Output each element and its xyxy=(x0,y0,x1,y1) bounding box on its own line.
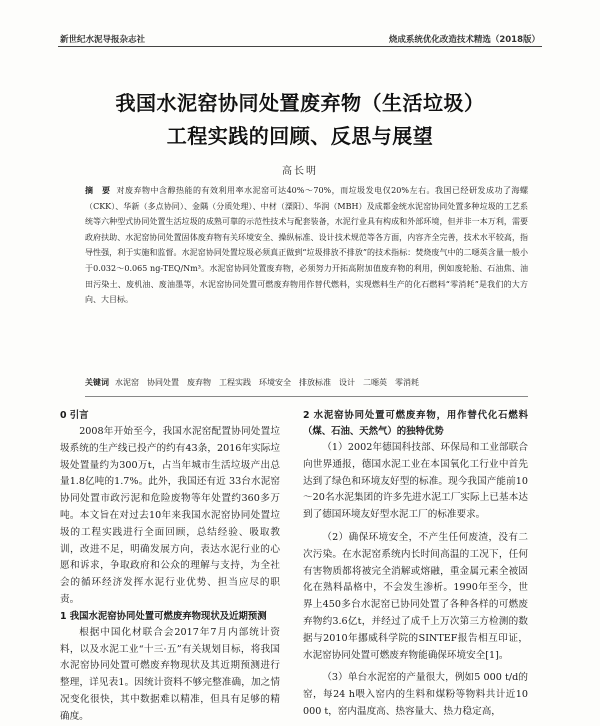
paragraph-intro: 2008年开始至今，我国水泥窑配置协同处置垃圾系统的生产线已投产的约有43条，2016年实际垃圾处置量约为300万t，占当年城市生活垃圾产出总量1.8亿吨的1.7%。此外，我国还有近 33台水泥窑协同处置市政污泥和危险废物等年处置约360多万吨。本文旨在对过去10年来我国水泥窑协同处置垃圾的工程实践进行全面回顾，总结经验、吸取教训，改进不足，明确发展方向，表达水泥行业的心愿和诉求，争取政府和公众的理解与支持，为全社会的循环经济发挥水泥行业优势、担当应尽的职责。 xyxy=(60,426,280,605)
header-right: 烧成系统优化改造技术精选（2018版） xyxy=(388,35,540,45)
header-left: 新世纪水泥导报杂志社 xyxy=(60,35,146,45)
abstract-rule xyxy=(85,396,528,397)
title-line-2: 工程实践的回顾、反思与展望 xyxy=(166,124,434,148)
section-heading-2: 2 水泥窑协同处置可燃废弃物，用作替代化石燃料（煤、石油、天然气）的独特优势 xyxy=(303,410,528,437)
title-line-1: 我国水泥窑协同处置废弃物（生活垃圾） xyxy=(115,91,485,115)
right-column xyxy=(303,408,528,721)
section-heading-intro: 0 引言 xyxy=(60,410,89,421)
section-heading-1: 1 我国水泥窑协同处置可燃废弃物现状及近期预测 xyxy=(60,610,267,622)
paragraph-2-3: （3）单台水泥窑的产量很大，例如5 000 t/d的窑，每24 h喂入窑内的生料和煤粉等物料共计近10 000 t，窑内温度高、热容量大、热力稳定高， xyxy=(303,672,528,717)
paragraph-1: 根据中国化材联合会2017年7月内部统计资料，以及水泥工业“十三·五”有关规划目标，将我国水泥窑协同处置可燃废弃物现状及其近期预测进行整理，详见表1。因统计资料不够完整准确，加之情况变化很快，其中数据难以精准，但具有足够的精确度。 xyxy=(60,626,280,722)
abstract-label: 摘 要 xyxy=(85,186,111,195)
author: 高长明 xyxy=(282,166,318,177)
abstract xyxy=(85,183,528,308)
keywords xyxy=(85,377,528,388)
header-rule xyxy=(58,46,542,47)
running-header xyxy=(60,33,540,45)
keywords-label: 关键词 xyxy=(85,378,109,387)
paragraph-2-2: （2）确保环境安全，不产生任何废渣，没有二次污染。在水泥窑系统内长时间高温的工况下，任何有害物质都将被完全消解或熔融，重金属元素全被固化在熟料晶格中，不会发生渗析。1990年至今，世界上450多台水泥窑已协同处置了各种各样的可燃废弃物约3.6亿t，并经过了成千上万次第三方检测的数据与2010年挪威科学院的SINTEF报告相互印证，水泥窑协同处置可燃废弃物能确保环境安全[1]。 xyxy=(303,531,528,661)
keywords-items: 水泥窑 协同处置 废弃物 工程实践 环境安全 排放标准 设计 二噁英 零消耗 xyxy=(115,378,419,387)
paragraph-2-1: （1）2002年德国科技部、环保局和工业部联合向世界通报，德国水泥工业在本国氧化工行业中首先达到了绿色和环境友好型的标准。现今我国产能前10～20名水泥集团的许多先进水泥工厂实际上已基本达到了德国环境友好型水泥工厂的标准要求。 xyxy=(303,442,528,521)
abstract-text: 对废弃物中含醇热能的有效利用率水泥窑可达40%～70%，而垃圾发电仅20%左右。我国已经研发成功了海螺（CKK）、华新（多点协同）、金隅（分质处理）、中材（溧阳）、华润（MBH）及成都金统水泥窑协同处置多种垃圾的工艺系统等六种型式协同处置生活垃圾的成熟可靠的示范性技术与配套装备，水泥行业具有构成和外部环境，但并非一本万利，需要政府扶助、水泥窑协同处置固体废弃物有关环境安全、操纵标准、设计技术规范等各方面，内容齐全完善，技术水平较高，指导性强，利于实施和监督。水泥窑协同处置垃圾必须真正做到“垃圾排放不排放”的技术指标：焚烧废气中的二噁英含量一般小于0.032～0.065 ng-TEQ/Nm³。水泥窑协同处置废弃物，必须努力开拓高附加值废弃物的利用，例如废轮胎、石油焦、油田污染土、废机油、废油墨等，水泥窑协同处置可燃废弃物用作替代燃料，实现燃料生产的化石燃料“零消耗”是我们的大方向、大目标。 xyxy=(85,186,529,305)
left-column xyxy=(60,408,280,726)
